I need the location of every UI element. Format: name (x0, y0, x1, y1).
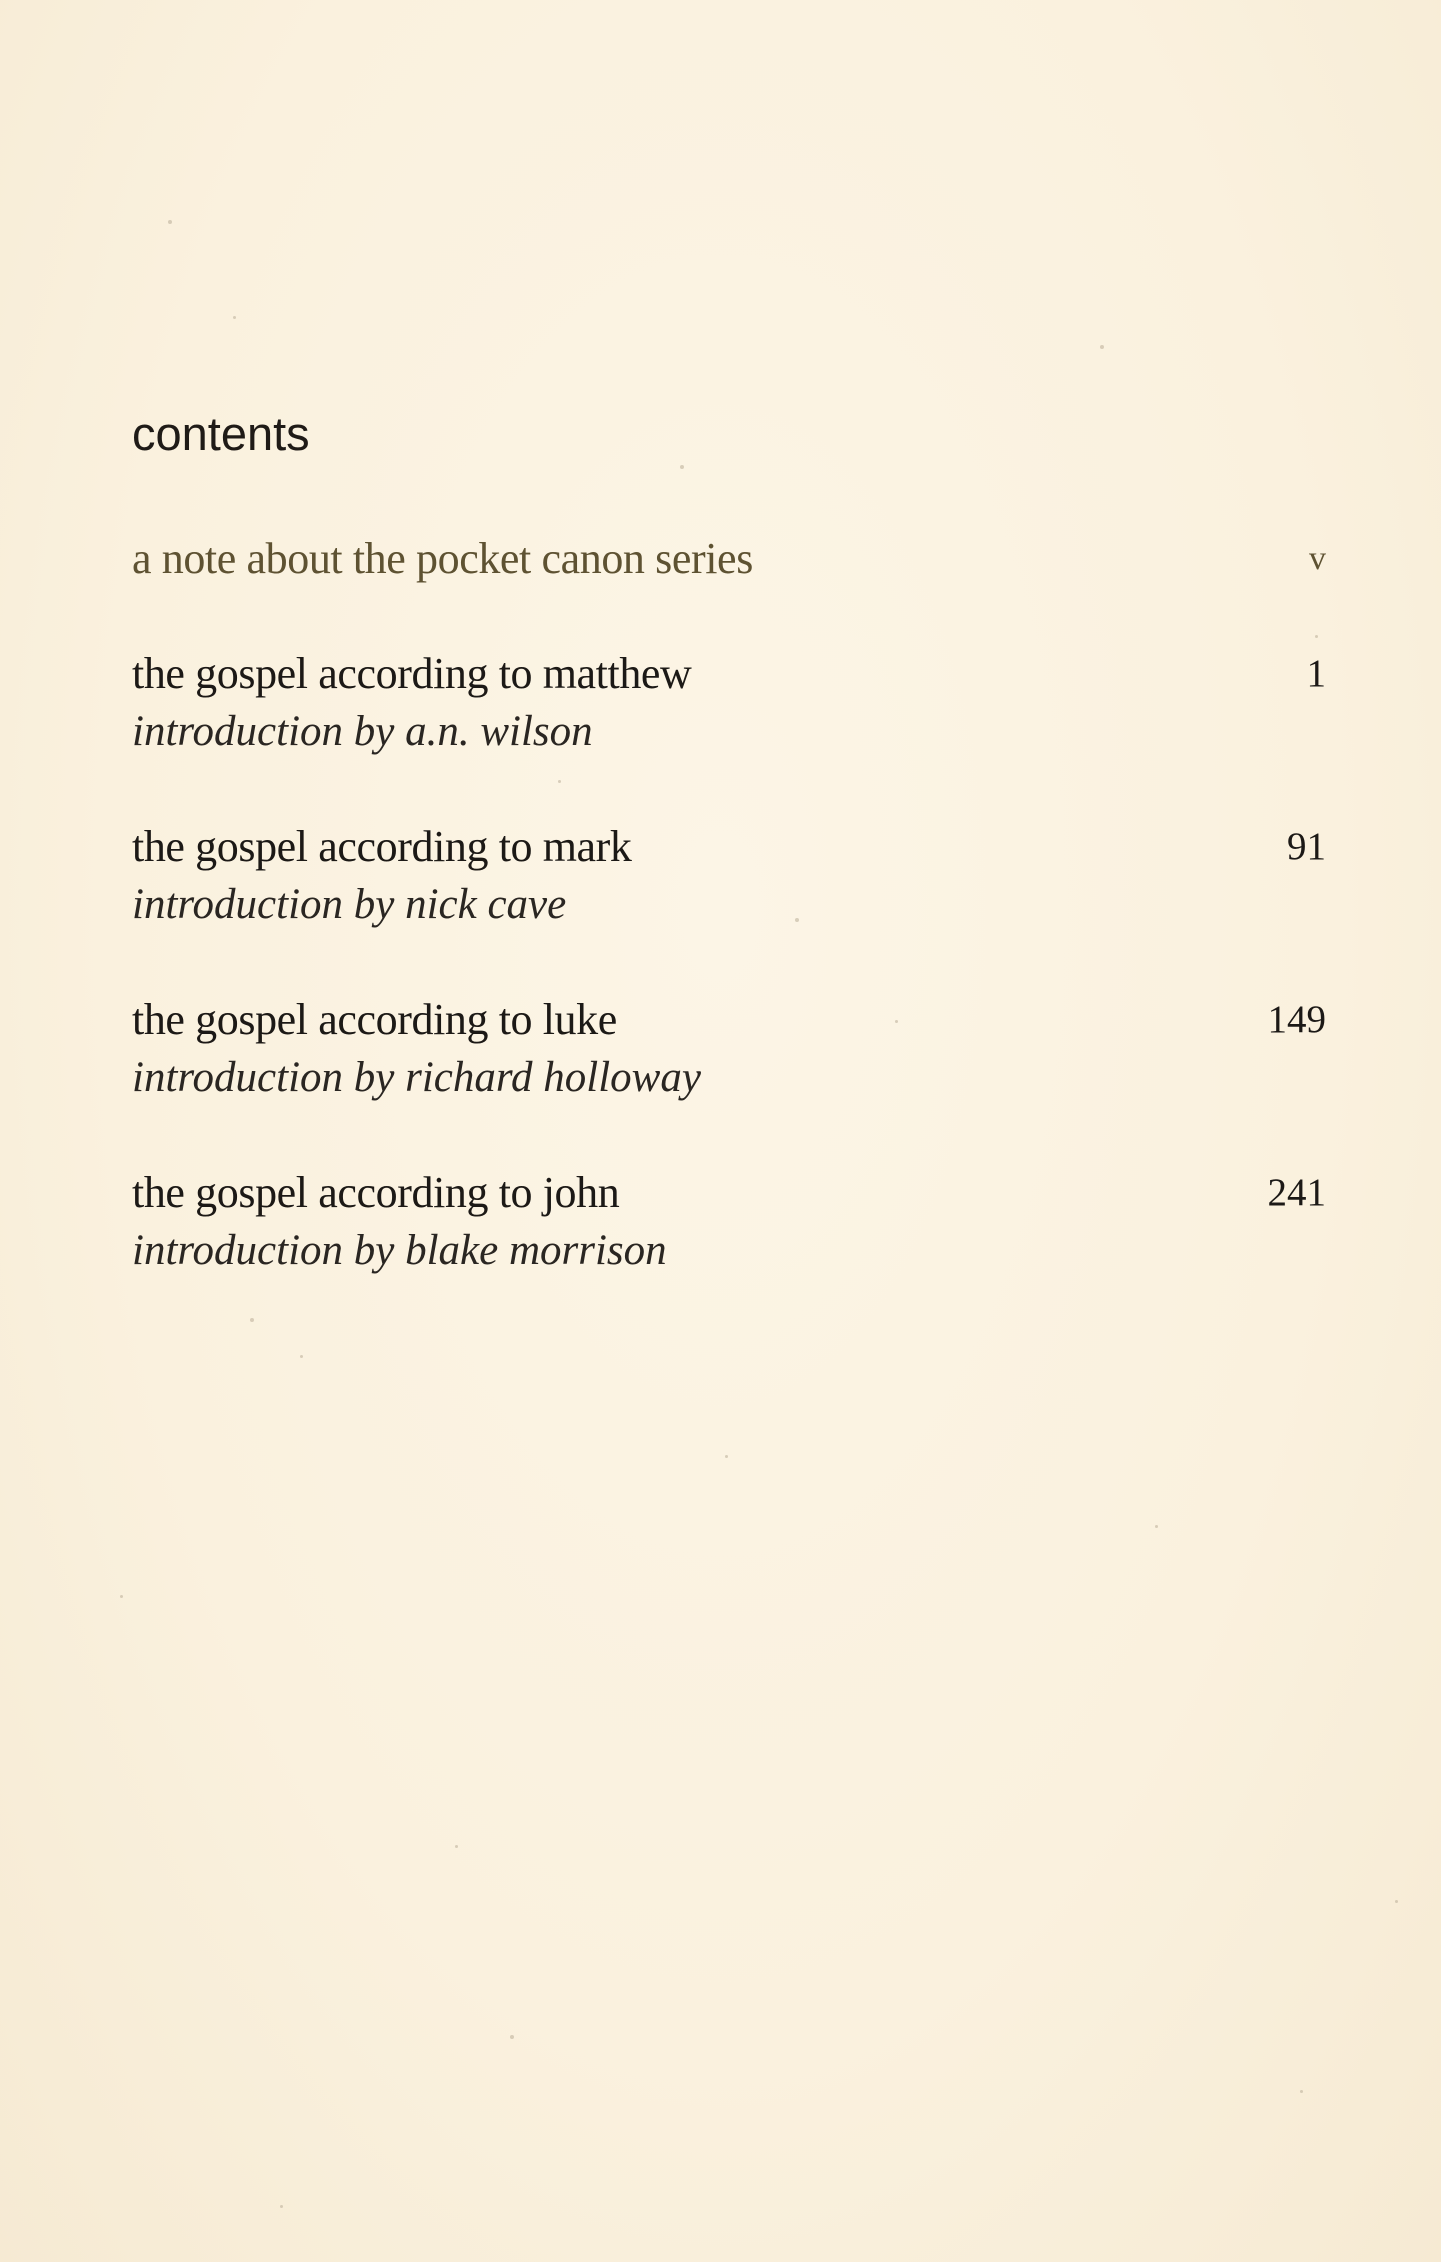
paper-speck (510, 2035, 514, 2039)
paper-speck (250, 1318, 254, 1322)
toc-entry-page-number: 241 (1267, 1171, 1326, 1214)
toc-entry-luke[interactable] (132, 991, 1326, 1107)
toc-entry-title: the gospel according to luke (132, 995, 617, 1044)
paper-speck (168, 220, 172, 224)
paper-speck (1300, 2090, 1303, 2093)
paper-speck (300, 1355, 303, 1358)
toc-entry-introduction: introduction by richard holloway (132, 1054, 701, 1101)
toc-entry-page-number: v (1309, 540, 1326, 577)
paper-speck (280, 2205, 283, 2208)
toc-entry-matthew[interactable] (132, 645, 1326, 761)
toc-spacer (132, 1107, 1326, 1164)
toc-entry-series-note[interactable] (132, 530, 1326, 588)
toc-entry-title: a note about the pocket canon series (132, 534, 753, 583)
paper-speck (680, 465, 684, 469)
toc-list (132, 530, 1326, 1280)
toc-spacer (132, 934, 1326, 991)
paper-speck (1395, 1900, 1398, 1903)
toc-entry-john[interactable] (132, 1164, 1326, 1280)
paper-speck (233, 316, 236, 319)
toc-spacer (132, 588, 1326, 645)
paper-speck (1155, 1525, 1158, 1528)
toc-entry-title: the gospel according to john (132, 1168, 620, 1217)
paper-speck (1100, 345, 1104, 349)
contents-heading: contents (132, 407, 310, 460)
toc-spacer (132, 761, 1326, 818)
toc-entry-introduction: introduction by a.n. wilson (132, 708, 593, 755)
toc-entry-introduction: introduction by nick cave (132, 881, 567, 928)
paper-speck (725, 1455, 728, 1458)
paper-speck (455, 1845, 458, 1848)
toc-entry-mark[interactable] (132, 818, 1326, 934)
toc-entry-title: the gospel according to mark (132, 822, 632, 871)
toc-entry-page-number: 91 (1287, 825, 1326, 868)
toc-entry-page-number: 1 (1306, 652, 1326, 695)
toc-entry-introduction: introduction by blake morrison (132, 1227, 667, 1274)
paper-speck (120, 1595, 123, 1598)
toc-entry-page-number: 149 (1267, 998, 1326, 1041)
toc-entry-title: the gospel according to matthew (132, 649, 692, 698)
